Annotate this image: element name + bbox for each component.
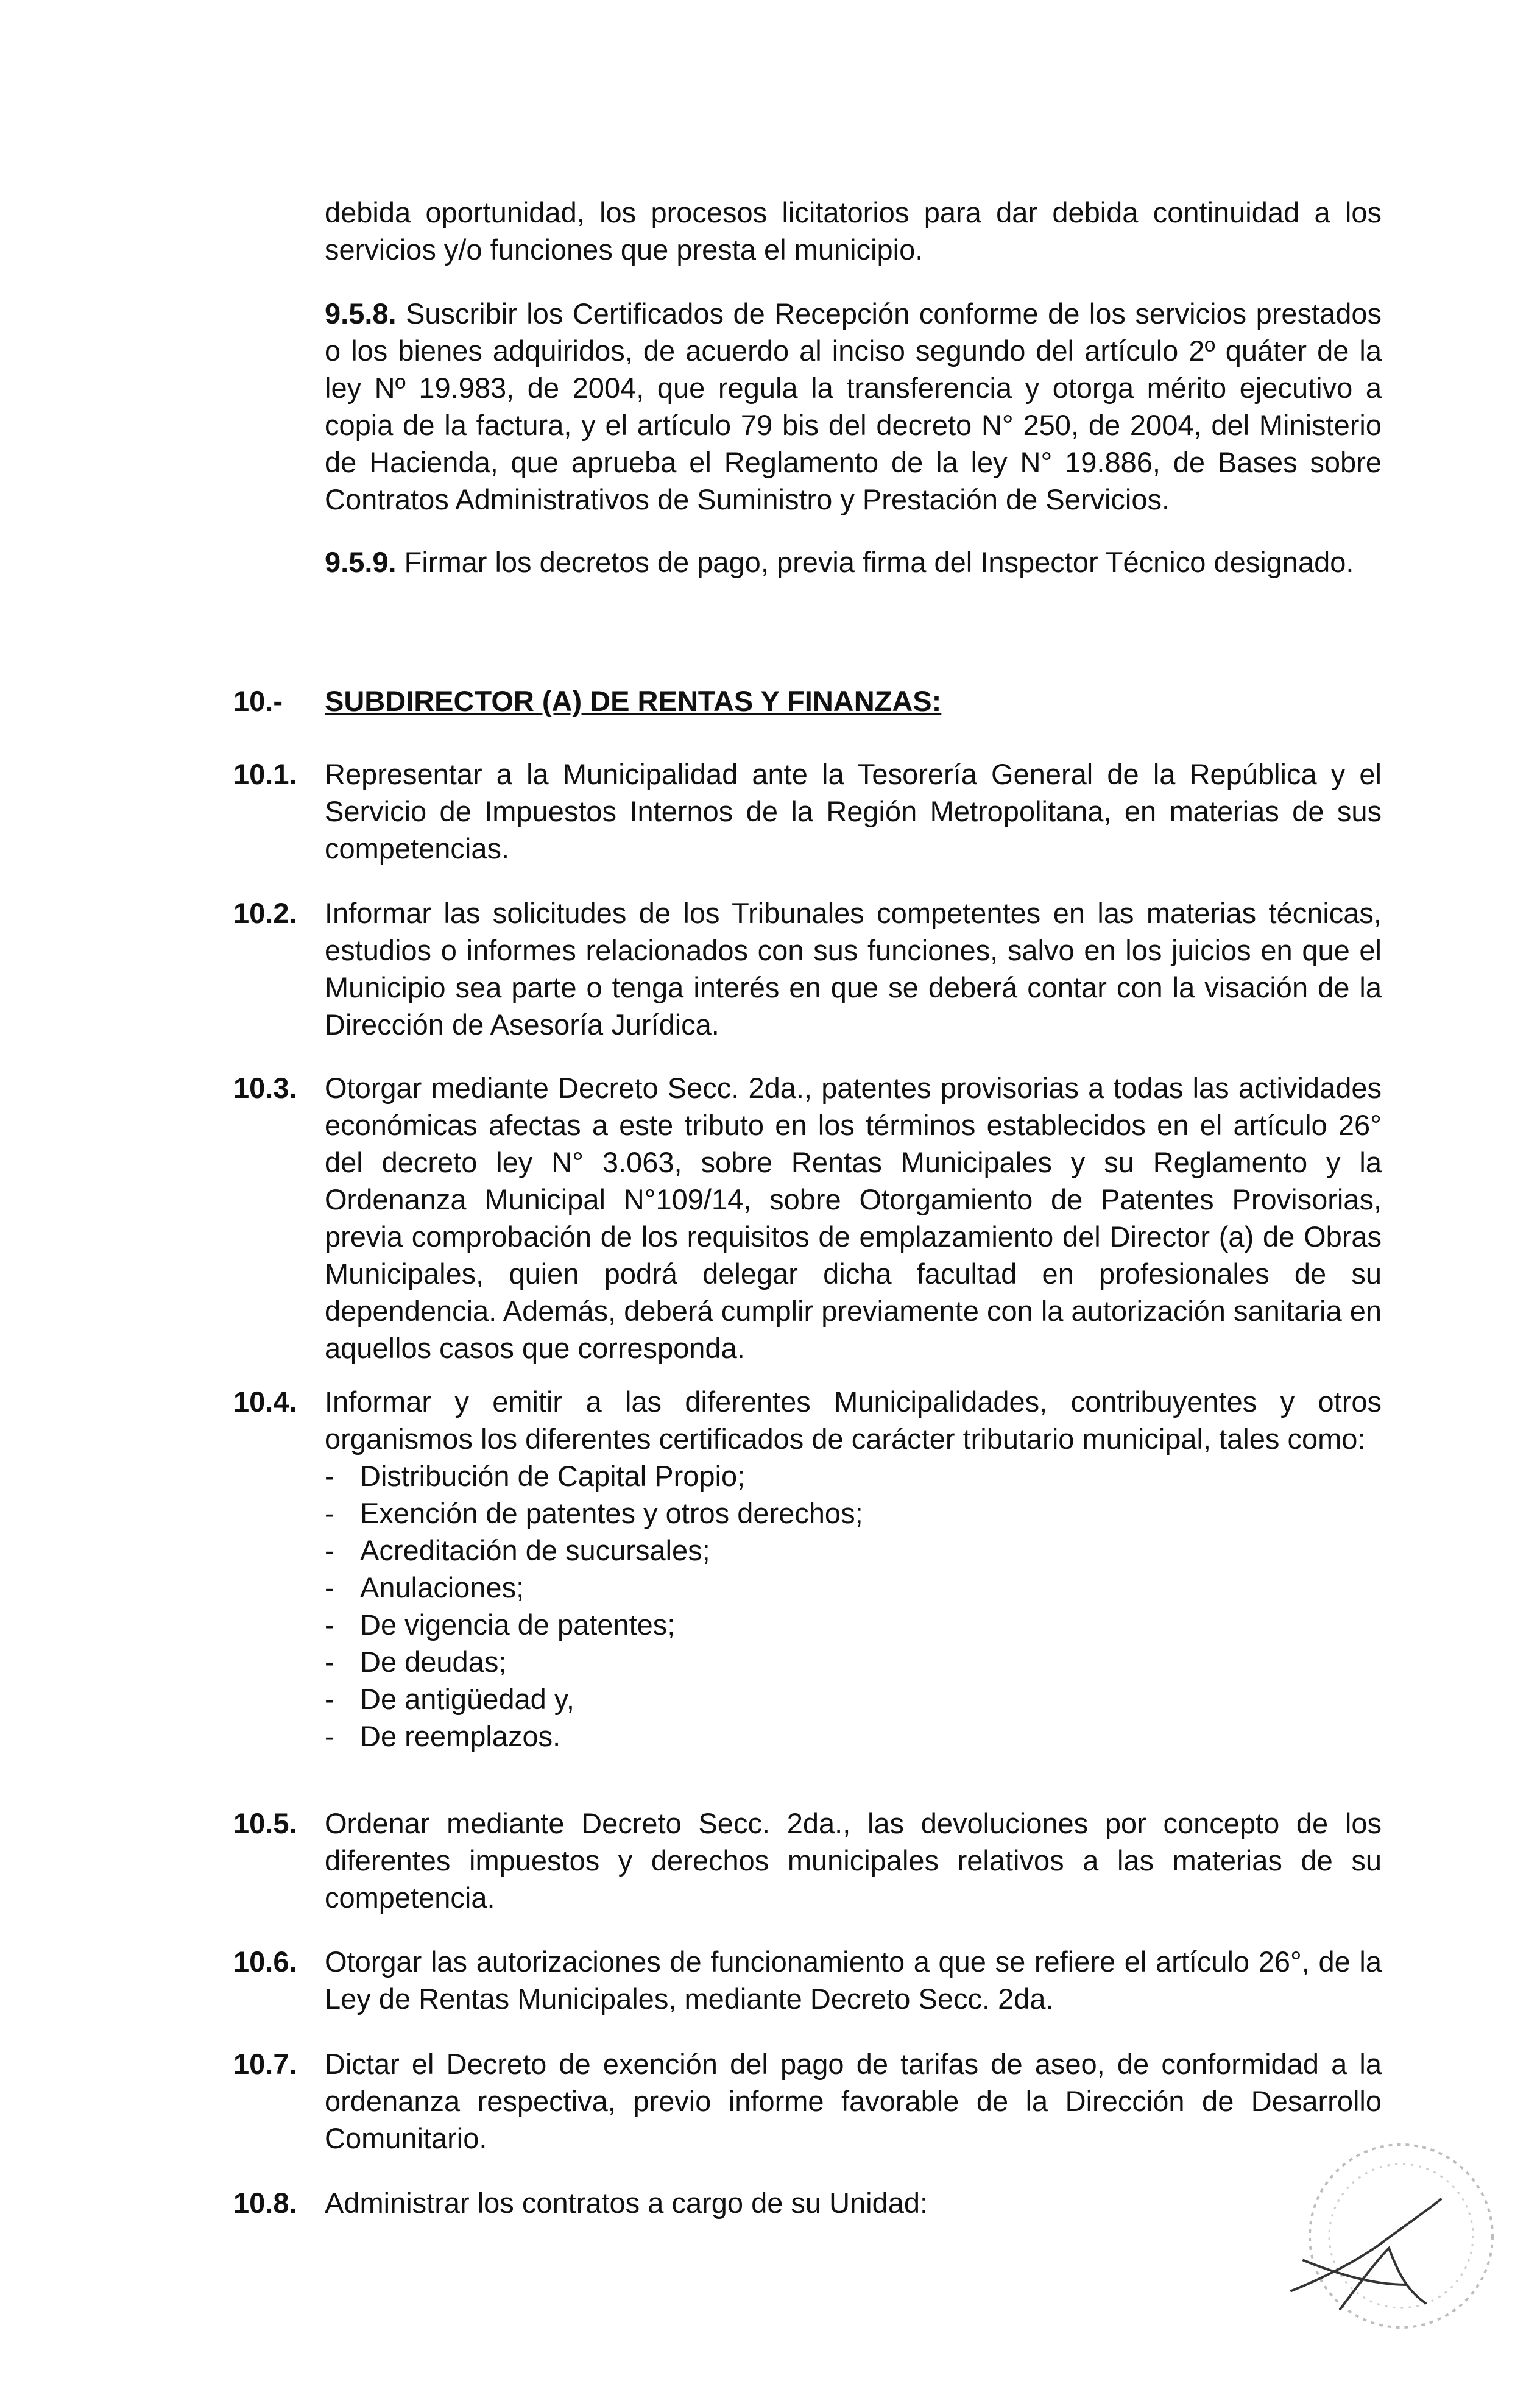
item-number: 9.5.9.	[325, 546, 397, 578]
list-item: - De antigüedad y,	[325, 1680, 1382, 1718]
list-item: - Acreditación de sucursales;	[325, 1532, 1382, 1569]
item-number: 10.7.	[233, 2048, 297, 2080]
item-10-7-text: Dictar el Decreto de exención del pago de tarifas de aseo, de conformidad a la ordenanza respectiva, previo informe favorable de la Dirección de Desarrollo Comunitario.	[325, 2048, 1382, 2154]
item-text: Firmar los decretos de pago, previa firma del Inspector Técnico designado.	[404, 546, 1354, 578]
item-number: 10.4.	[233, 1385, 297, 1418]
item-10-2-text: Informar las solicitudes de los Tribunales competentes en las materias técnicas, estudios o informes relacionados con sus funciones, salvo en los juicios en que el Municipio sea parte o tenga interés en que se deberá contar con la visación de la Dirección de Asesoría Jurídica.	[325, 897, 1382, 1041]
item-number: 10.1.	[233, 758, 297, 790]
item-10-4-text: Informar y emitir a las diferentes Municipalidades, contribuyentes y otros organismos los diferentes certificados de carácter tributario municipal, tales como:	[325, 1385, 1382, 1455]
item-10-8-text: Administrar los contratos a cargo de su Unidad:	[325, 2187, 928, 2219]
item-9-5-8	[325, 295, 1382, 518]
list-item: - Exención de patentes y otros derechos;	[325, 1495, 1382, 1532]
item-number: 10.5.	[233, 1807, 297, 1839]
certificate-list	[325, 1457, 1382, 1755]
list-item: - De vigencia de patentes;	[325, 1606, 1382, 1643]
list-item: - Distribución de Capital Propio;	[325, 1457, 1382, 1495]
item-10-4	[325, 1383, 1382, 1755]
list-item: - Anulaciones;	[325, 1569, 1382, 1606]
section-title: SUBDIRECTOR (A) DE RENTAS Y FINANZAS:	[325, 685, 942, 717]
list-item: - De deudas;	[325, 1643, 1382, 1680]
continuation-paragraph: debida oportunidad, los procesos licitatorios para dar debida continuidad a los servicios y/o funciones que presta el municipio.	[325, 196, 1382, 266]
section-number: 10.-	[233, 685, 283, 717]
stamp-signature	[1267, 2108, 1499, 2364]
list-item: - De reemplazos.	[325, 1718, 1382, 1755]
item-10-3-text: Otorgar mediante Decreto Secc. 2da., patentes provisorias a todas las actividades económicas afectas a este tributo en los términos establecidos en el artículo 26° del decreto ley N° 3.063, sobre Rentas Municipales y su Reglamento y la Ordenanza Municipal N°109/14, sobre Otorgamiento de Patentes Provisorias, previa comprobación de los requisitos de emplazamiento del Director (a) de Obras Municipales, quien podrá delegar dicha facultad en profesionales de su dependencia. Además, deberá cumplir previamente con la autorización sanitaria en aquellos casos que corresponda.	[325, 1072, 1382, 1364]
item-number: 10.3.	[233, 1072, 297, 1104]
item-number: 10.2.	[233, 897, 297, 929]
item-10-1-text: Representar a la Municipalidad ante la Tesorería General de la República y el Servicio de Impuestos Internos de la Región Metropolitana, en materias de sus competencias.	[325, 758, 1382, 865]
item-9-5-9	[325, 543, 1382, 581]
item-10-5-text: Ordenar mediante Decreto Secc. 2da., las devoluciones por concepto de los diferentes impuestos y derechos municipales relativos a las materias de su competencia.	[325, 1807, 1382, 1914]
item-number: 10.8.	[233, 2187, 297, 2219]
item-10-6-text: Otorgar las autorizaciones de funcionamiento a que se refiere el artículo 26°, de la Ley de Rentas Municipales, mediante Decreto Secc. 2da.	[325, 1945, 1382, 2015]
item-text: Suscribir los Certificados de Recepción conforme de los servicios prestados o los bienes adquiridos, de acuerdo al inciso segundo del artículo 2º quáter de la ley Nº 19.983, de 2004, que regula la transferencia y otorga mérito ejecutivo a copia de la factura, y el artículo 79 bis del decreto N° 250, de 2004, del Ministerio de Hacienda, que aprueba el Reglamento de la ley N° 19.886, de Bases sobre Contratos Administrativos de Suministro y Prestación de Servicios.	[325, 297, 1382, 515]
item-number: 9.5.8.	[325, 297, 397, 330]
item-number: 10.6.	[233, 1945, 297, 1978]
